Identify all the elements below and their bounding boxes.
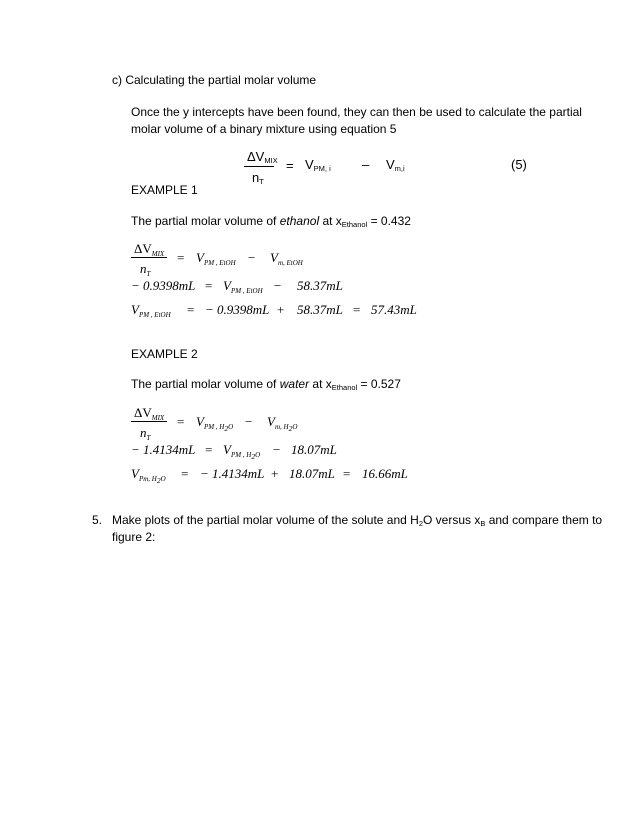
paragraph-line: Once the y intercepts have been found, they can then be used to calculate the partial	[131, 105, 582, 119]
equation-value: 58.37mL	[297, 278, 343, 293]
fraction-bar	[131, 257, 167, 258]
equation-value: 58.37mL	[297, 302, 343, 317]
minus-sign: −	[273, 442, 281, 457]
minus-sign: −	[248, 250, 256, 265]
equals-sign: =	[177, 414, 185, 429]
section-heading: c) Calculating the partial molar volume	[112, 73, 317, 87]
example-intro: The partial molar volume of ethanol at $x_{Ethanol} = 0.432$	[131, 214, 411, 229]
equation-number: (5)	[511, 157, 527, 172]
list-item-text: Make plots of the partial molar volume of the solute and $H_2O$ versus $x_B$ and compare them to	[112, 513, 603, 528]
example-label: EXAMPLE 2	[131, 347, 198, 361]
equation-numerator: $\Delta V_{MIX}$	[134, 241, 165, 258]
equation-value: 18.07mL	[289, 466, 335, 481]
equation-term: $V_{m, H_2O}$	[267, 414, 298, 433]
fraction-bar	[244, 166, 274, 167]
equals-sign: =	[343, 466, 351, 481]
equation-term: $V_{PM , EtOH}$	[196, 250, 236, 267]
equation-denominator: $n_T$	[252, 170, 264, 186]
equation-result: 16.66mL	[362, 466, 408, 481]
equals-sign: =	[177, 250, 185, 265]
equals-sign: =	[286, 158, 294, 173]
minus-sign: −	[245, 414, 253, 429]
example-intro: The partial molar volume of water at $x_{Ethanol} = 0.527$	[131, 377, 401, 392]
equation-denominator: $n_T$	[140, 425, 151, 442]
equation-term: $V_{PM , H_2O}$	[196, 414, 234, 433]
equation-value: − 1.4134mL	[200, 466, 265, 481]
example-label: EXAMPLE 1	[131, 183, 198, 197]
equals-sign: =	[181, 466, 189, 481]
fraction-bar	[131, 421, 167, 422]
equals-sign: =	[205, 442, 213, 457]
plus-sign: +	[271, 466, 279, 481]
equation-lhs: − 0.9398mL	[131, 278, 196, 293]
equation-term: $V_{PM, i}$	[305, 157, 331, 173]
equals-sign: =	[187, 302, 195, 317]
equation-denominator: $n_T$	[140, 261, 151, 278]
list-number: 5.	[92, 513, 103, 527]
equation-term: $V_{m,i}$	[386, 157, 405, 173]
equation-numerator: $\Delta V_{MIX}$	[247, 149, 278, 165]
list-item-text: figure 2:	[112, 530, 156, 544]
plus-sign: +	[277, 302, 285, 317]
minus-sign: −	[274, 278, 282, 293]
equation-lhs: − 1.4134mL	[131, 442, 196, 457]
equation-term: $V_{PM , EtOH}$	[223, 278, 263, 295]
equation-lhs: $V_{PM , EtOH}$	[131, 302, 171, 319]
minus-sign: –	[362, 157, 370, 172]
equals-sign: =	[353, 302, 361, 317]
equals-sign: =	[205, 278, 213, 293]
equation-value: − 0.9398mL	[205, 302, 270, 317]
equation-term: $V_{PM , H_2O}$	[223, 442, 261, 461]
equation-term: $V_{m, EtOH}$	[270, 250, 303, 267]
equation-numerator: $\Delta V_{MIX}$	[134, 405, 165, 422]
equation-result: 57.43mL	[371, 302, 417, 317]
equation-lhs: $V_{Pm, H_2O}$	[131, 466, 166, 485]
equation-value: 18.07mL	[291, 442, 337, 457]
paragraph-line: molar volume of a binary mixture using equation 5	[131, 122, 397, 136]
